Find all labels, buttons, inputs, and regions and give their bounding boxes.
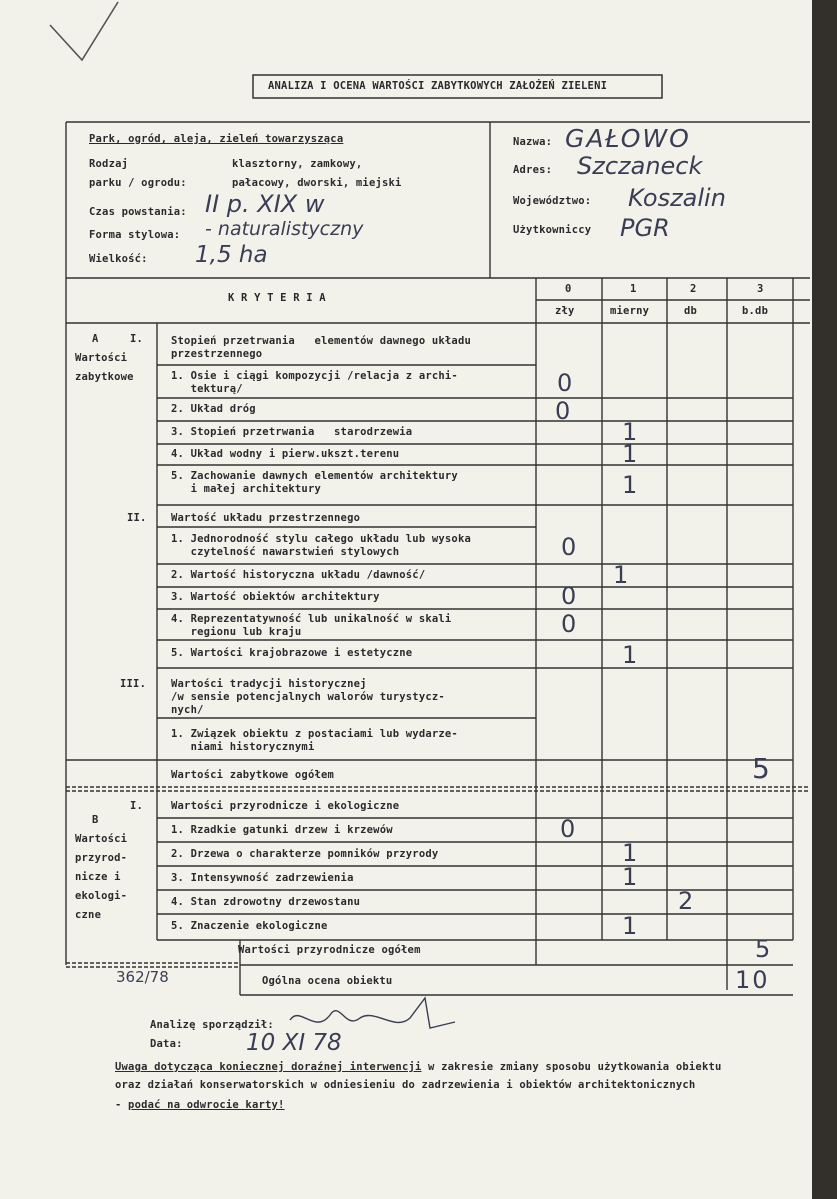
col-1-num: 1 [630, 283, 637, 295]
forma-value: - naturalistyczny [205, 218, 364, 240]
row-b-5-score: 1 [622, 912, 638, 940]
uwaga-line-3 [115, 1099, 285, 1112]
row-a-2-3-score: 0 [561, 582, 577, 610]
row-a-1-5: 5. Zachowanie dawnych elementów architektury i małej architektury [171, 470, 458, 495]
section-b-name-4: ekologi- [75, 890, 128, 902]
row-b-3: 3. Intensywność zadrzewienia [171, 872, 354, 884]
row-a-1-2-score: 0 [555, 397, 571, 425]
col-3-name: b.db [742, 305, 769, 317]
row-a-2-4: 4. Reprezentatywność lub unikalność w skali regionu lub kraju [171, 613, 452, 638]
wojewodztwo-label: Województwo: [513, 195, 592, 207]
row-a-3-1: 1. Związek obiektu z postaciami lub wydarze- niami historycznymi [171, 728, 458, 753]
rodzaj-label: Rodzaj [89, 158, 129, 170]
row-a-1-1: 1. Osie i ciągi kompozycji /relacja z archi- tekturą/ [171, 370, 458, 395]
row-a-2-1-score: 0 [561, 533, 577, 561]
row-b-5: 5. Znaczenie ekologiczne [171, 920, 328, 932]
col-2-num: 2 [690, 283, 697, 295]
section-b-name-2: przyrod- [75, 852, 128, 864]
section-b-total-label: Wartości przyrodnicze ogółem [238, 944, 421, 956]
section-b-name-1: Wartości [75, 833, 128, 845]
section-a-total-value: 5 [752, 752, 770, 785]
group-3-title: Wartości tradycji historycznej /w sensie potencjalnych walorów turystycz- nych/ [171, 678, 445, 716]
wojewodztwo-value: Koszalin [628, 184, 726, 212]
section-a-letter: A [92, 333, 99, 345]
row-b-2: 2. Drzewa o charakterze pomników przyrody [171, 848, 439, 860]
section-b-letter: B [92, 814, 99, 826]
col-1-name: mierny [610, 305, 650, 317]
section-a-name-2: zabytkowe [75, 371, 134, 383]
group-2-roman: II. [127, 512, 147, 524]
reference-number: 362/78 [116, 968, 169, 986]
row-b-4: 4. Stan zdrowotny drzewostanu [171, 896, 361, 908]
uwaga-odwrocie: podać na odwrocie karty! [128, 1099, 285, 1111]
col-0-name: zły [555, 305, 575, 317]
adres-label: Adres: [513, 164, 553, 176]
group-3-roman: III. [120, 678, 147, 690]
data-label: Data: [150, 1038, 183, 1050]
uwaga-dash: - [115, 1099, 129, 1111]
row-a-1-5-score: 1 [622, 471, 638, 499]
parku-label: parku / ogrodu: [89, 177, 187, 189]
park-type-line: Park, ogród, aleja, zieleń towarzysząca [89, 133, 344, 145]
col-0-num: 0 [565, 283, 572, 295]
row-a-1-3-score: 1 [622, 418, 638, 446]
row-a-2-2-score: 1 [613, 561, 629, 589]
rodzaj-options-2: pałacowy, dworski, miejski [232, 177, 402, 189]
row-a-2-3: 3. Wartość obiektów architektury [171, 591, 380, 603]
row-b-3-score: 1 [622, 863, 638, 891]
wielkosc-value: 1,5 ha [195, 242, 268, 268]
row-a-2-1: 1. Jednorodność stylu całego układu lub wysoka czytelność nawarstwień stylowych [171, 533, 471, 558]
kryteria-header: K R Y T E R I A [228, 292, 326, 304]
row-b-4-score: 2 [678, 887, 694, 915]
row-a-1-1-score: 0 [557, 369, 573, 397]
group-2-title: Wartość układu przestrzennego [171, 512, 361, 524]
czas-label: Czas powstania: [89, 206, 187, 218]
uzytkownik-label: Użytkowniccy [513, 224, 592, 236]
overall-value: 10 [735, 966, 770, 994]
row-a-2-2: 2. Wartość historyczna układu /dawność/ [171, 569, 426, 581]
nazwa-value: GAŁOWO [565, 124, 691, 153]
section-b-name-3: nicze i [75, 871, 121, 883]
row-a-1-3: 3. Stopień przetrwania starodrzewia [171, 426, 413, 438]
adres-value: Szczaneck [577, 152, 703, 180]
section-b-name-5: czne [75, 909, 102, 921]
section-a-roman: I. [130, 333, 144, 345]
section-a-name-1: Wartości [75, 352, 128, 364]
overall-label: Ogólna ocena obiektu [262, 975, 393, 987]
wielkosc-label: Wielkość: [89, 253, 148, 265]
nazwa-label: Nazwa: [513, 136, 553, 148]
row-b-1: 1. Rzadkie gatunki drzew i krzewów [171, 824, 393, 836]
uwaga-rest: w zakresie zmiany sposobu użytkowania obiektu [421, 1061, 722, 1073]
section-b-total-value: 5 [755, 935, 771, 963]
row-a-2-5: 5. Wartości krajobrazowe i estetyczne [171, 647, 413, 659]
uwaga-line-1 [115, 1061, 722, 1074]
row-b-1-score: 0 [560, 815, 576, 843]
section-a-total-label: Wartości zabytkowe ogółem [171, 769, 335, 781]
section-b-roman: I. [130, 800, 144, 812]
row-a-1-4: 4. Układ wodny i pierw.ukszt.terenu [171, 448, 400, 460]
data-value: 10 XI 78 [246, 1030, 342, 1056]
row-a-1-2: 2. Układ dróg [171, 403, 256, 415]
row-a-1-4-score: 1 [622, 440, 638, 468]
czas-value: II p. XIX w [205, 190, 325, 218]
group-1-title: Stopień przetrwania elementów dawnego układu przestrzennego [171, 335, 471, 360]
uzytkownik-value: PGR [620, 214, 670, 242]
section-b-title: Wartości przyrodnicze i ekologiczne [171, 800, 400, 812]
row-a-2-4-score: 0 [561, 610, 577, 638]
uwaga-underlined: Uwaga dotycząca koniecznej doraźnej interwencji [115, 1061, 422, 1073]
forma-label: Forma stylowa: [89, 229, 181, 241]
uwaga-line-2: oraz działań konserwatorskich w odniesieniu do zadrzewienia i obiektów architektonicznych [115, 1079, 696, 1091]
row-a-2-5-score: 1 [622, 641, 638, 669]
checkmark-icon [50, 2, 118, 60]
form-title: ANALIZA I OCENA WARTOŚCI ZABYTKOWYCH ZAŁOŻEŃ ZIELENI [268, 80, 608, 92]
rodzaj-options-1: klasztorny, zamkowy, [232, 158, 363, 170]
col-3-num: 3 [757, 283, 764, 295]
analiza-label: Analizę sporządził: [150, 1019, 274, 1031]
row-b-2-score: 1 [622, 839, 638, 867]
col-2-name: db [684, 305, 698, 317]
